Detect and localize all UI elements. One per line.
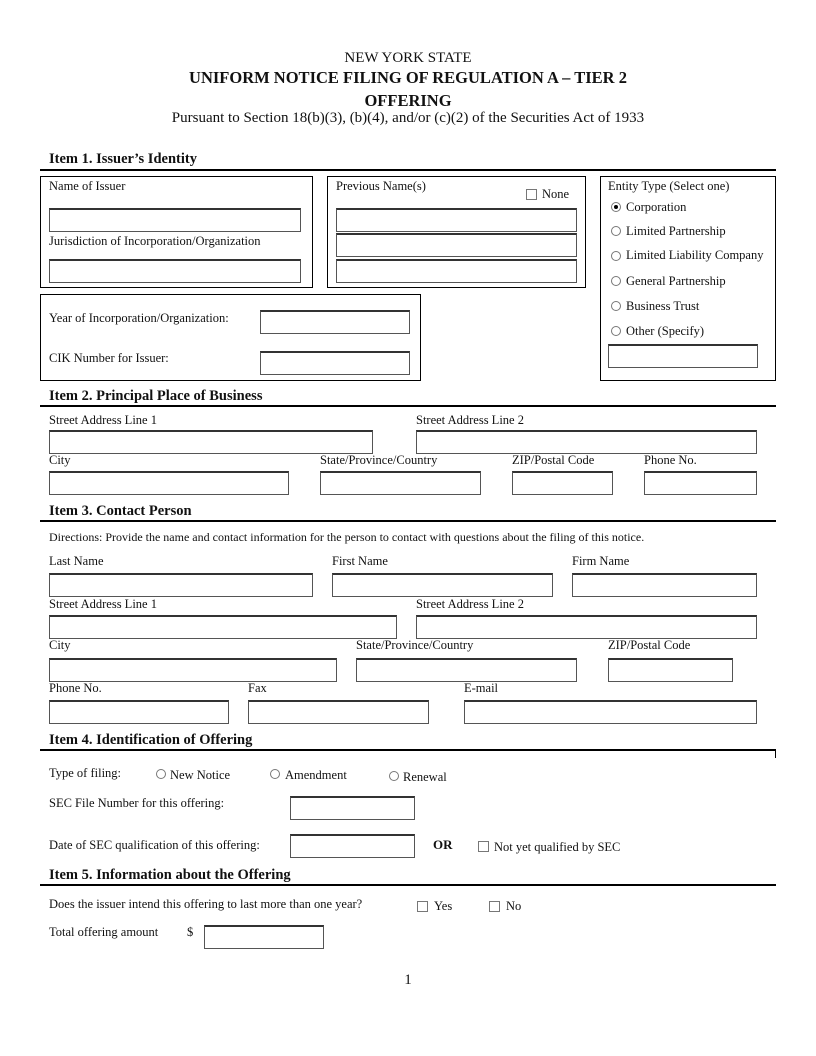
year-label: Year of Incorporation/Organization: — [49, 311, 229, 325]
contact-city-input[interactable] — [49, 658, 337, 682]
entity-type-label: Entity Type (Select one) — [608, 179, 730, 193]
last-name-label: Last Name — [49, 554, 104, 568]
entity-limited-partnership-radio[interactable] — [611, 226, 621, 236]
contact-phone-input[interactable] — [49, 700, 229, 724]
sec-qualification-date-input[interactable] — [290, 834, 415, 858]
street2-label: Street Address Line 2 — [416, 597, 524, 611]
city-label: City — [49, 453, 71, 467]
contact-firm-name-input[interactable] — [572, 573, 757, 597]
entity-other-specify-input[interactable] — [608, 344, 758, 368]
not-yet-qualified-checkbox[interactable] — [478, 841, 489, 852]
previous-name-input-1[interactable] — [336, 208, 577, 232]
email-label: E-mail — [464, 681, 499, 695]
zip-label: ZIP/Postal Code — [512, 453, 595, 467]
currency-symbol: $ — [187, 925, 194, 939]
business-zip-input[interactable] — [512, 471, 613, 495]
divider-tick — [775, 751, 776, 758]
contact-street2-input[interactable] — [416, 615, 757, 639]
total-offering-amount-input[interactable] — [204, 925, 324, 949]
filing-type-label: Amendment — [285, 768, 347, 782]
previous-name-input-2[interactable] — [336, 233, 577, 257]
item3-heading: Item 3. Contact Person — [49, 503, 192, 519]
sec-date-label: Date of SEC qualification of this offering: — [49, 838, 260, 852]
form-title: UNIFORM NOTICE FILING OF REGULATION A – TIER 2 — [189, 68, 627, 87]
street2-label: Street Address Line 2 — [416, 413, 524, 427]
divider — [40, 169, 776, 171]
fax-label: Fax — [248, 681, 267, 695]
entity-option-label: Corporation — [626, 200, 687, 214]
city-label: City — [49, 638, 71, 652]
filing-renewal-radio[interactable] — [389, 771, 399, 781]
not-yet-qualified-label: Not yet qualified by SEC — [494, 840, 621, 854]
entity-option-label: Other (Specify) — [626, 324, 705, 338]
business-street2-input[interactable] — [416, 430, 757, 454]
divider — [40, 884, 776, 886]
contact-fax-input[interactable] — [248, 700, 429, 724]
duration-question: Does the issuer intend this offering to last more than one year? — [49, 897, 363, 911]
filing-new-notice-radio[interactable] — [156, 769, 166, 779]
contact-first-name-input[interactable] — [332, 573, 553, 597]
business-phone-input[interactable] — [644, 471, 757, 495]
cik-label: CIK Number for Issuer: — [49, 351, 169, 365]
state-label: State/Province/Country — [320, 453, 438, 467]
contact-zip-input[interactable] — [608, 658, 733, 682]
entity-corporation-radio[interactable] — [611, 202, 621, 212]
item5-heading: Item 5. Information about the Offering — [49, 867, 291, 883]
entity-option-label: General Partnership — [626, 274, 726, 288]
divider — [40, 520, 776, 522]
none-checkbox[interactable] — [526, 189, 537, 200]
filing-type-label: Renewal — [403, 770, 447, 784]
contact-state-input[interactable] — [356, 658, 577, 682]
no-label: No — [506, 899, 522, 913]
first-name-label: First Name — [332, 554, 388, 568]
sec-file-number-input[interactable] — [290, 796, 415, 820]
contact-street1-input[interactable] — [49, 615, 397, 639]
business-street1-input[interactable] — [49, 430, 373, 454]
cik-input[interactable] — [260, 351, 410, 375]
state-label: State/Province/Country — [356, 638, 474, 652]
divider — [40, 749, 776, 751]
item1-heading: Item 1. Issuer’s Identity — [49, 151, 197, 167]
none-label: None — [542, 187, 570, 201]
contact-email-input[interactable] — [464, 700, 757, 724]
form-subtitle: Pursuant to Section 18(b)(3), (b)(4), and/or (c)(2) of the Securities Act of 1933 — [171, 110, 645, 126]
directions-text: Directions: Provide the name and contact information for the person to contact with questions about the filing of this notice. — [49, 530, 645, 544]
form-title-cont: OFFERING — [364, 91, 452, 110]
filing-amendment-radio[interactable] — [270, 769, 280, 779]
item2-heading: Item 2. Principal Place of Business — [49, 388, 263, 404]
divider — [40, 405, 776, 407]
duration-no-checkbox[interactable] — [489, 901, 500, 912]
phone-label: Phone No. — [49, 681, 102, 695]
previous-name-input-3[interactable] — [336, 259, 577, 283]
business-state-input[interactable] — [320, 471, 481, 495]
state-title: NEW YORK STATE — [344, 50, 472, 66]
street1-label: Street Address Line 1 — [49, 413, 157, 427]
street1-label: Street Address Line 1 — [49, 597, 157, 611]
entity-other-radio[interactable] — [611, 326, 621, 336]
phone-label: Phone No. — [644, 453, 697, 467]
type-of-filing-label: Type of filing: — [49, 766, 122, 780]
jurisdiction-input[interactable] — [49, 259, 301, 283]
entity-business-trust-radio[interactable] — [611, 301, 621, 311]
entity-option-label: Limited Partnership — [626, 224, 726, 238]
sec-file-label: SEC File Number for this offering: — [49, 796, 225, 810]
page-number: 1 — [404, 972, 412, 988]
name-of-issuer-input[interactable] — [49, 208, 301, 232]
firm-name-label: Firm Name — [572, 554, 630, 568]
jurisdiction-label: Jurisdiction of Incorporation/Organization — [49, 234, 261, 248]
contact-last-name-input[interactable] — [49, 573, 313, 597]
business-city-input[interactable] — [49, 471, 289, 495]
duration-yes-checkbox[interactable] — [417, 901, 428, 912]
name-of-issuer-label: Name of Issuer — [49, 179, 126, 193]
or-label: OR — [433, 837, 453, 852]
filing-type-label: New Notice — [170, 768, 231, 782]
yes-label: Yes — [434, 899, 453, 913]
year-input[interactable] — [260, 310, 410, 334]
entity-option-label: Limited Liability Company — [626, 248, 764, 262]
item4-heading: Item 4. Identification of Offering — [49, 732, 253, 748]
previous-names-label: Previous Name(s) — [336, 179, 426, 193]
zip-label: ZIP/Postal Code — [608, 638, 691, 652]
entity-general-partnership-radio[interactable] — [611, 276, 621, 286]
entity-option-label: Business Trust — [626, 299, 700, 313]
entity-llc-radio[interactable] — [611, 251, 621, 261]
total-offering-label: Total offering amount — [49, 925, 159, 939]
